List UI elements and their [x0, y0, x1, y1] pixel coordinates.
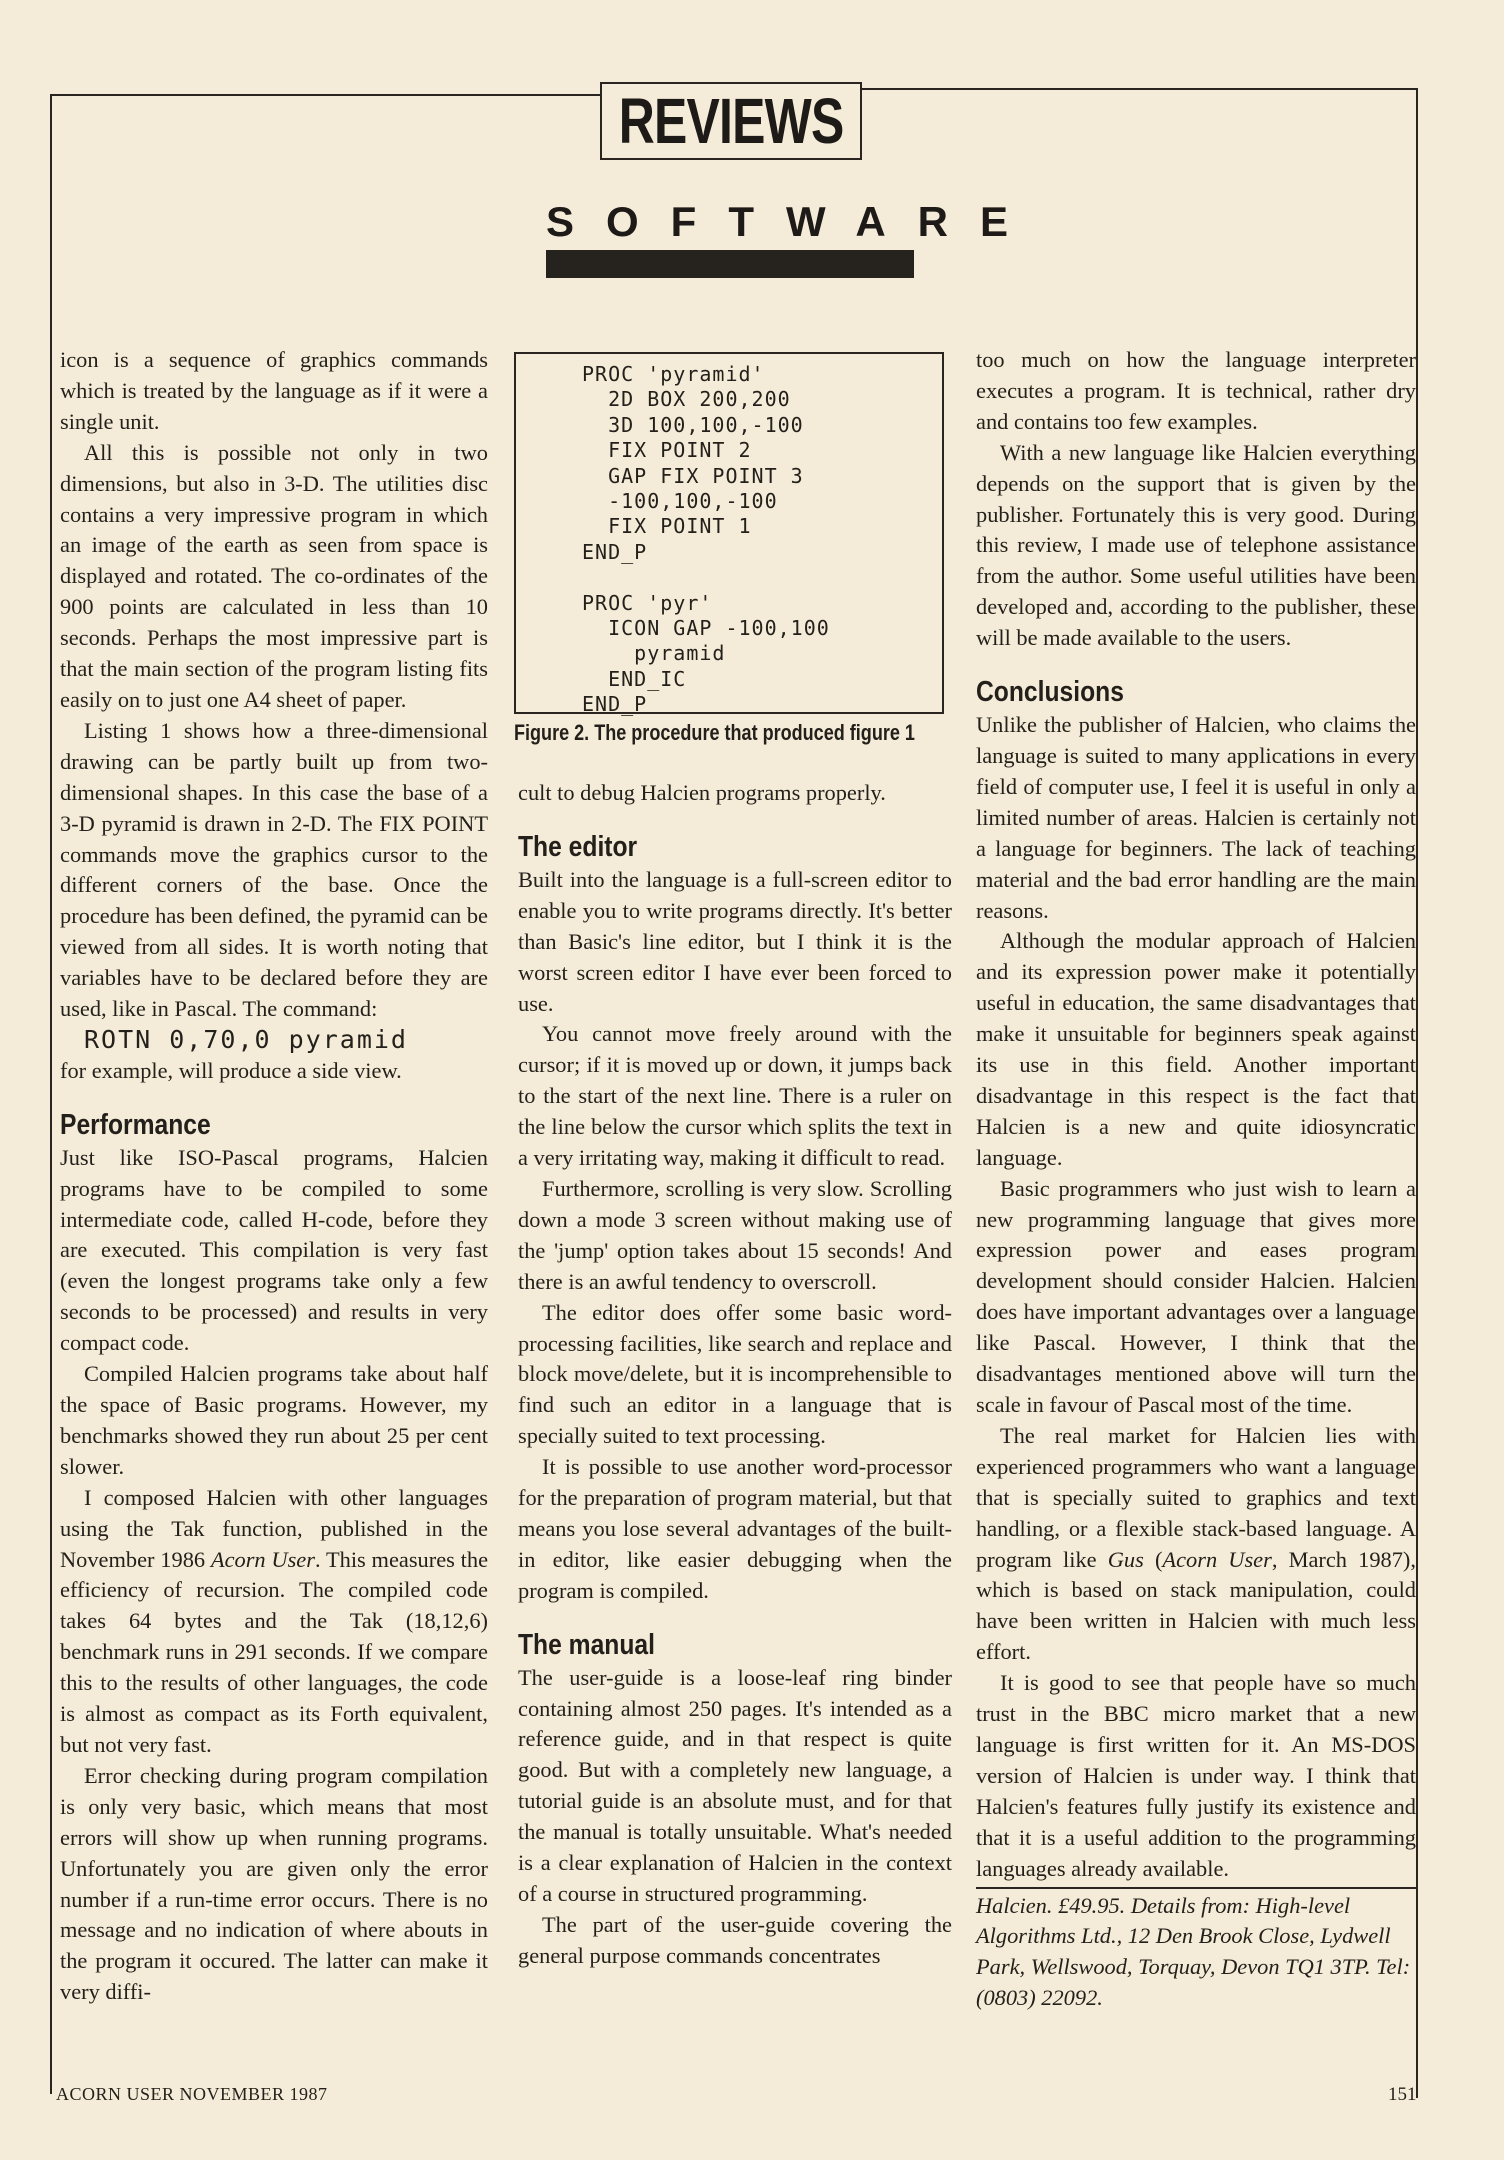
inline-code: ROTN 0,70,0 pyramid — [84, 1024, 408, 1054]
code-line: ICON GAP -100,100 — [582, 616, 830, 641]
paragraph: The editor does offer some basic word-processing facilities, like search and replace and block move/delete, but it is incomprehensible to find such an editor in a language that is specially suited to text processing. — [518, 1299, 952, 1449]
heading-conclusions: Conclusions — [976, 676, 1124, 709]
paragraph — [976, 1421, 1416, 1668]
paragraph: Furthermore, scrolling is very slow. Scrolling down a mode 3 screen without making use of the 'jump' option takes about 15 seconds! And there is an awful tendency to overscroll. — [518, 1175, 952, 1294]
paragraph: The part of the user-guide covering the general purpose commands concentrates — [518, 1911, 952, 1968]
details-rule — [976, 1887, 1416, 1889]
code-line: PROC 'pyr' — [582, 590, 713, 615]
paragraph: for example, will produce a side view. — [60, 1057, 402, 1083]
code-line: pyramid — [582, 641, 726, 666]
heading-editor: The editor — [518, 830, 638, 863]
code-line: FIX POINT 1 — [582, 514, 752, 539]
frame-rule-left — [50, 94, 52, 2094]
program-title: Gus — [1107, 1546, 1144, 1572]
heading-performance: Performance — [60, 1108, 211, 1141]
text-run: . This measures the efficiency of recursion. The compiled code takes 64 bytes and the Tak (18,12,6) benchmark runs in 291 seconds. If we compare this to the results of other languages, the code is almost as compact as its Forth equivalent, but not very fast. — [60, 1546, 489, 1757]
reviews-banner — [600, 82, 862, 160]
paragraph: It is good to see that people have so much trust in the BBC micro market that a new language is first written for it. An MS-DOS version of Halcien is under way. I think that Halcien's features fully justify its existence and that it is a useful addition to the programming languages already available. — [976, 1670, 1416, 1881]
paragraph: too much on how the language interpreter executes a program. It is technical, rather dry and contains too few examples. — [976, 347, 1416, 434]
column-3 — [976, 345, 1416, 2014]
heading-manual: The manual — [518, 1628, 655, 1661]
text-run: ( — [1143, 1546, 1163, 1572]
magazine-title: Acorn User — [1162, 1546, 1272, 1572]
paragraph — [60, 1483, 488, 1761]
magazine-title: Acorn User — [210, 1546, 315, 1572]
text-run: , March 1987), which is based on stack manipulation, could have been written in Halcien with much less effort. — [976, 1546, 1416, 1665]
column-2 — [518, 778, 952, 1972]
code-line: FIX POINT 2 — [582, 438, 752, 463]
paragraph: Compiled Halcien programs take about half the space of Basic programs. However, my benchmarks showed they run about 25 per cent slower. — [60, 1361, 488, 1479]
paragraph: It is possible to use another word-processor for the preparation of program material, but that means you lose several advantages of the built-in editor, like easier debugging when the program is compiled. — [518, 1454, 952, 1603]
column-1 — [60, 345, 488, 2008]
code-line: END_P — [582, 539, 648, 564]
paragraph: Just like ISO-Pascal programs, Halcien programs have to be compiled to some intermediate code, called H-code, before they are executed. This compilation is very fast (even the longest programs take only a few seconds to be processed) and results in very compact code. — [60, 1144, 488, 1356]
code-line: PROC 'pyramid' — [582, 362, 765, 386]
paragraph: icon is a sequence of graphics commands which is treated by the language as if it were a single unit. — [60, 347, 488, 434]
paragraph: The user-guide is a loose-leaf ring binder containing almost 250 pages. It's intended as a reference guide, and in that respect is quite good. But with a completely new language, a tutorial guide is an absolute must, and for that the manual is totally unsuitable. What's needed is a clear explanation of Halcien in the context of a course in structured programming. — [518, 1664, 952, 1906]
code-listing — [582, 362, 942, 718]
paragraph: Error checking during program compilation is only very basic, which means that most errors will show up when running programs. Unfortunately you are given only the error number if a run-time error occurs. There is no message and no indication of where abouts in the program it occured. The latter can make it very diffi- — [60, 1762, 488, 2005]
code-line: GAP FIX POINT 3 — [582, 463, 804, 488]
paragraph: All this is possible not only in two dimensions, but also in 3-D. The utilities disc contains a very impressive program in which an image of the earth as seen from space is displayed and rotated. The co-ordinates of the 900 points are calculated in less than 10 seconds. Perhaps the most impressive part is that the main section of the program listing fits easily on to just one A4 sheet of paper. — [60, 439, 488, 712]
paragraph: Basic programmers who just wish to learn a new programming language that gives more expression power and eases program development should consider Halcien. Halcien does have important advantages over a language like Pascal. However, I think that the disadvantages mentioned above will turn the scale in favour of Pascal most of the time. — [976, 1175, 1416, 1417]
section-title: REVIEWS — [618, 85, 844, 157]
text-run: I composed Halcien with other languages using the Tak function, published in the November 1986 — [60, 1484, 488, 1572]
paragraph: You cannot move freely around with the cursor; if it is moved up or down, it jumps back to the start of the next line. There is a ruler on the line below the cursor which splits the text in a very irritating way, making it difficult to read. — [518, 1021, 952, 1171]
text-run: The real market for Halcien lies with experienced programmers who want a language that is specially suited to graphics and text handling, or a flexible stack-based language. A program like — [976, 1422, 1416, 1572]
code-line: 3D 100,100,-100 — [582, 412, 804, 437]
code-listing-box — [514, 352, 944, 717]
paragraph: Listing 1 shows how a three-dimensional drawing can be partly built up from two-dimensional shapes. In this case the base of a 3-D pyramid is drawn in 2-D. The FIX POINT commands move the graphics cursor to the different corners of the base. Once the procedure has been defined, the pyramid can be viewed from all sides. It is worth noting that variables have to be declared before they are used, like in Pascal. The command: — [60, 717, 488, 1022]
paragraph: With a new language like Halcien everything depends on the support that is given by the publisher. Fortunately this is very good. During this review, I made use of telephone assistance from the author. Some useful utilities have been developed and, according to the publisher, these will be made available to the users. — [976, 439, 1416, 651]
code-line: END_P — [582, 692, 648, 717]
paragraph: Built into the language is a full-screen editor to enable you to write programs directly. It's better than Basic's line editor, but I think it is the worst screen editor I have ever been forced to use. — [518, 866, 952, 1016]
subsection-bar — [546, 250, 914, 278]
footer-issue: ACORN USER NOVEMBER 1987 — [56, 2084, 328, 2104]
product-details: Halcien. £49.95. Details from: High-level Algorithms Ltd., 12 Den Brook Close, Lydwell Park, Wellswood, Torquay, Devon TQ1 3TP. Tel: (0803) 22092. — [976, 1892, 1411, 2011]
page-number: 151 — [1388, 2084, 1417, 2105]
frame-rule-right — [1416, 88, 1418, 2098]
code-line: 2D BOX 200,200 — [582, 387, 791, 412]
code-line: END_IC — [582, 666, 687, 691]
figure-caption: Figure 2. The procedure that produced figure 1 — [514, 720, 915, 745]
frame-rule-top-right — [858, 88, 1418, 90]
paragraph: Although the modular approach of Halcien and its expression power make it potentially useful in education, the same disadvantages that make it unsuitable for beginners speak against its use in this field. Another important disadvantage in this respect is the fact that Halcien is a new and quite idiosyncratic language. — [976, 928, 1416, 1170]
paragraph: Unlike the publisher of Halcien, who claims the language is suited to many applications in every field of computer use, I feel it is useful in only a limited number of areas. Halcien is certainly not a language for beginners. The lack of teaching material and the bad error handling are the main reasons. — [976, 712, 1416, 923]
code-line — [582, 565, 942, 590]
subsection-title: SOFTWARE — [546, 198, 1040, 245]
frame-rule-top-left — [50, 94, 600, 96]
code-line: -100,100,-100 — [582, 489, 778, 514]
paragraph: cult to debug Halcien programs properly. — [518, 780, 886, 805]
